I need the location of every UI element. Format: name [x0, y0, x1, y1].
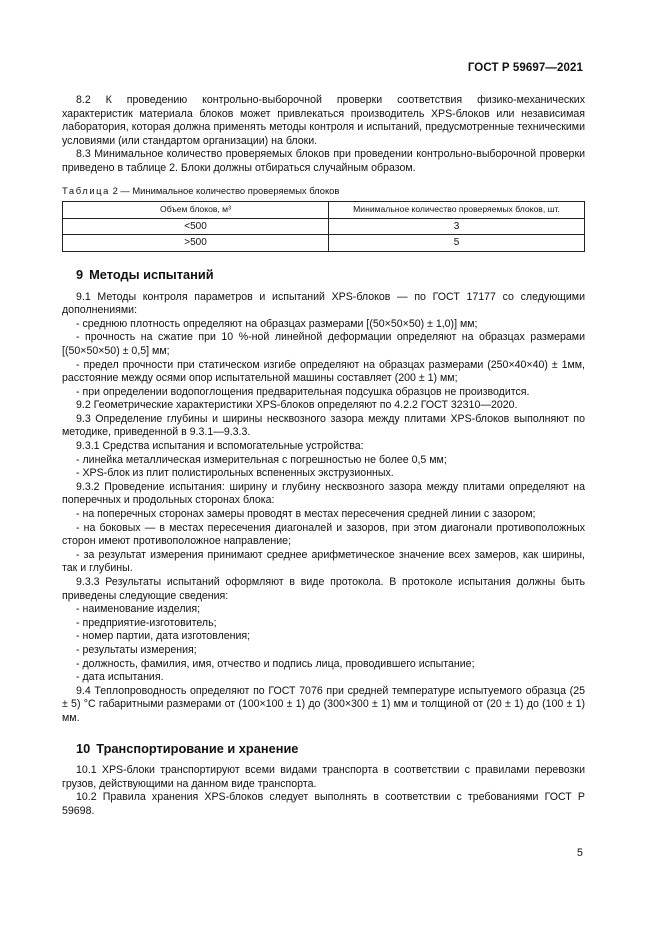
list-item: - на поперечных сторонах замеры проводят в местах пересечения средней линии с зазором; [76, 508, 536, 521]
table-cell-count: 3 [329, 218, 585, 235]
section-10-heading [76, 742, 585, 756]
list-item: - прочность на сжатие при 10 %-ной линейной деформации определяют на образцах размерами [(50×50×50) ± 0,5] мм; [62, 331, 585, 357]
list-item: - номер партии, дата изготовления; [76, 630, 251, 643]
list-item: - среднюю плотность определяют на образцах размерами [(50×50×50) ± 1,0)] мм; [76, 317, 478, 330]
paragraph-8-2: 8.2 К проведению контрольно-выборочной проверки соответствия физико-механических характеристик материала блоков может привлекаться производитель XPS-блоков или независимая лаборатория, которая должна применять методы контроля и испытаний, предусмотренные техническими условиями (или стандартом организации) на блоки. [62, 94, 585, 147]
table-caption-text: 2 — Минимальное количество проверяемых блоков [109, 184, 340, 196]
table-header-volume: Объем блоков, м³ [63, 202, 329, 219]
paragraph-9-3-2: 9.3.2 Проведение испытания: ширину и глубину несквозного зазора между плитами определяют на поперечных и продольных сторонах блока: [62, 480, 585, 507]
section-9-heading [76, 268, 585, 282]
table-caption-label: Таблица [62, 184, 110, 196]
table-cell-volume: >500 [63, 235, 329, 252]
section-9-title: Методы испытаний [89, 266, 214, 282]
paragraph-9-3-3: 9.3.3 Результаты испытаний оформляют в виде протокола. В протоколе испытания должны быть приведены следующие сведения: [62, 576, 585, 602]
list-item: - на боковых — в местах пересечения диагоналей и зазоров, при этом диагонали противоположных сторон имеют противоположное направление; [62, 521, 585, 548]
table-header-row [63, 202, 585, 219]
page-number: 5 [577, 847, 583, 859]
list-item: - предприятие-изготовитель; [76, 616, 217, 629]
paragraph-9-2: 9.2 Геометрические характеристики XPS-блоков определяют по 4.2.2 ГОСТ 32310—2020. [76, 399, 518, 412]
table-cell-count: 5 [329, 235, 585, 252]
document-id: ГОСТ Р 59697—2021 [467, 62, 583, 74]
paragraph-9-3: 9.3 Определение глубины и ширины несквозного зазора между плитами XPS-блоков выполняют по методике, приведенной в 9.3.1—9.3.3. [62, 412, 585, 439]
table-cell-volume: <500 [63, 218, 329, 235]
list-item: - наименование изделия; [76, 603, 201, 616]
table-header-count: Минимальное количество проверяемых блоков, шт. [329, 202, 585, 219]
page-content [62, 94, 585, 819]
paragraph-9-4: 9.4 Теплопроводность определяют по ГОСТ 7076 при средней температуре испытуемого образца (25 ± 5) °С габаритными размерами от (100×100 ± 1) до (300×300 ± 1) мм и толщиной от (20 ± 1) до (100 ± 1) мм. [62, 684, 585, 724]
list-item: - за результат измерения принимают среднее арифметическое значение всех замеров, как ширины, так и глубины. [62, 548, 585, 575]
table-row [63, 218, 585, 235]
list-item: - предел прочности при статическом изгибе определяют на образцах размерами (250×40×40) ± 1мм, расстояние между осями опор испытательной машины составляет (200 ± 1) мм; [62, 358, 585, 385]
paragraph-9-3-1: 9.3.1 Средства испытания и вспомогательные устройства: [76, 440, 364, 453]
list-item: - XPS-блок из плит полистирольных вспененных экструзионных. [76, 467, 394, 480]
list-item: - должность, фамилия, имя, отчество и подпись лица, проводившего испытание; [76, 657, 475, 670]
table-caption [62, 184, 585, 198]
list-item: - линейка металлическая измерительная с погрешностью не более 0,5 мм; [76, 453, 447, 466]
paragraph-8-3: 8.3 Минимальное количество проверяемых блоков при проведении контрольно-выборочной проверки приведено в таблице 2. Блоки должны отбираться случайным образом. [62, 148, 585, 174]
section-10-number: 10 [76, 740, 91, 756]
list-item: - при определении водопоглощения предварительная подсушка образцов не производится. [76, 385, 530, 398]
paragraph-9-1: 9.1 Методы контроля параметров и испытаний XPS-блоков — по ГОСТ 17177 со следующими дополнениями: [62, 290, 585, 317]
section-9-number: 9 [76, 266, 84, 282]
paragraph-10-2: 10.2 Правила хранения XPS-блоков следует выполнять в соответствии с требованиями ГОСТ Р 59698. [62, 791, 585, 817]
table-2 [62, 201, 585, 252]
paragraph-10-1: 10.1 XPS-блоки транспортируют всеми видами транспорта в соответствии с правилами перевозки грузов, действующими на данном виде транспорта. [62, 764, 585, 790]
section-10-title: Транспортирование и хранение [96, 740, 299, 756]
list-item: - результаты измерения; [76, 643, 197, 656]
list-item: - дата испытания. [76, 671, 164, 684]
table-row [63, 235, 585, 252]
